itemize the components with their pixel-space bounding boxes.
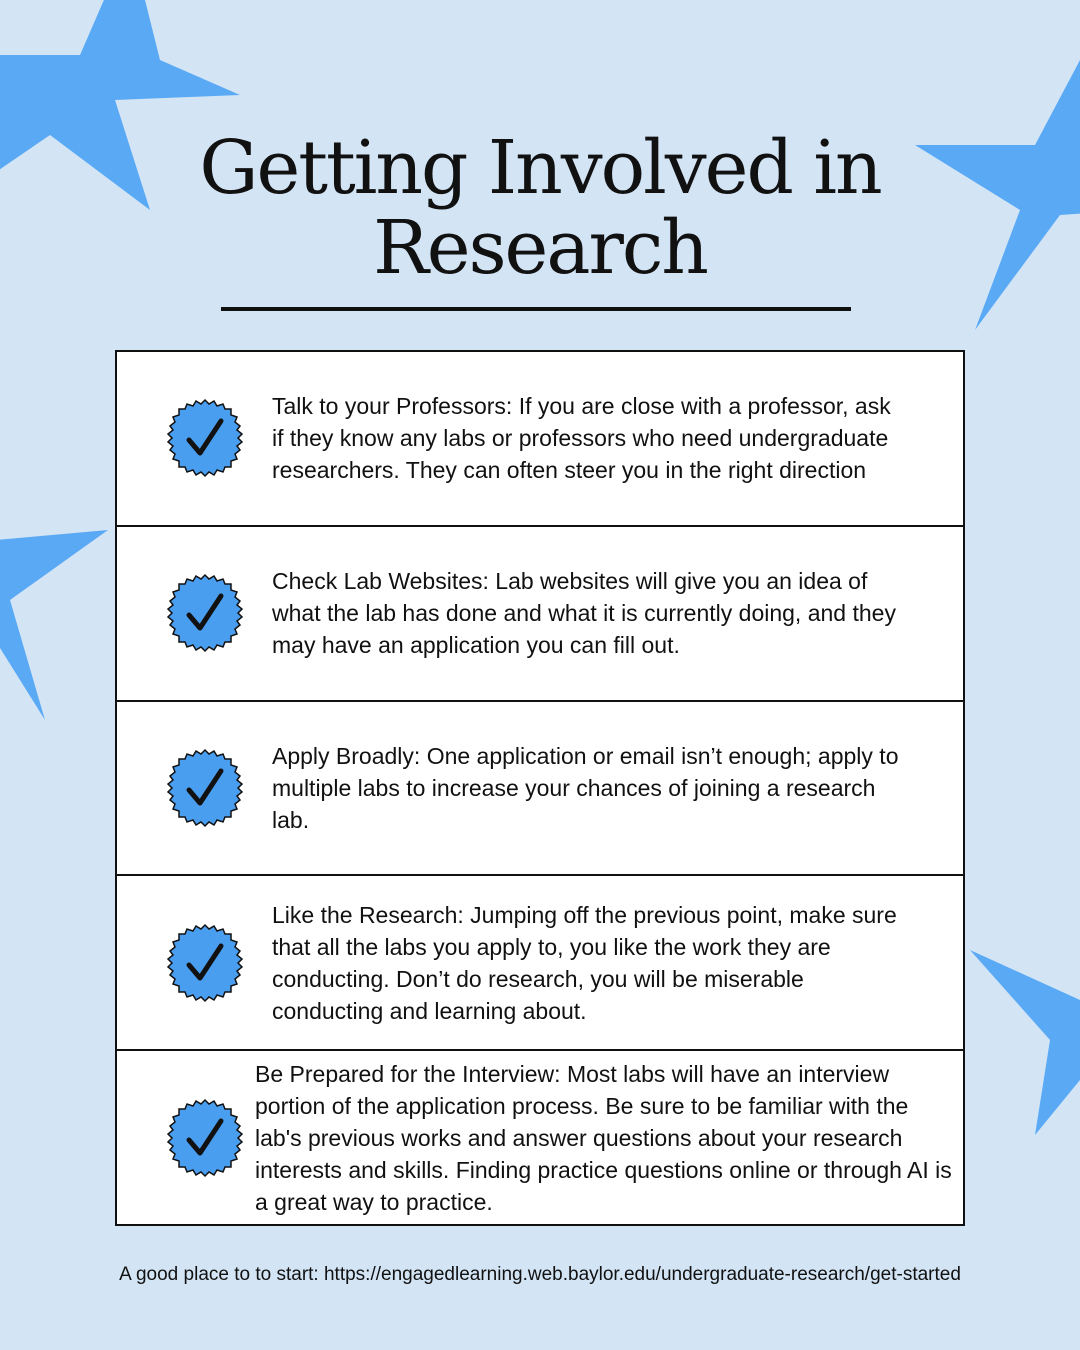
tip-row — [117, 1049, 963, 1224]
title-line-1: Getting Involved in — [199, 125, 881, 211]
tip-text: Be Prepared for the Interview: Most labs will have an interview portion of the application process. Be sure to be familiar with the lab's previous works and answer questions about your research interests and skills. Finding practice questions online or through AI is a great way to practice. — [255, 1060, 952, 1215]
tip-text: Like the Research: Jumping off the previous point, make sure that all the labs you apply to, you like the work they are conducting. Don’t do research, you will be miserable conducting and learning about. — [272, 901, 897, 1024]
tips-table — [115, 350, 965, 1226]
page-title — [0, 125, 1080, 291]
tip-row — [117, 352, 963, 525]
title-line-2: Research — [373, 205, 707, 291]
tip-row — [117, 700, 963, 875]
checkmark-badge-icon — [165, 923, 245, 1003]
tip-text: Check Lab Websites: Lab websites will give you an idea of what the lab has done and what it is currently doing, and they may have an application you can fill out. — [272, 568, 896, 659]
tip-text: Talk to your Professors: If you are close with a professor, ask if they know any labs or professors who need undergraduate researchers. They can often steer you in the right direction — [272, 393, 891, 484]
checkmark-badge-icon — [165, 398, 245, 478]
star-mid-left — [0, 530, 108, 720]
tip-row — [117, 525, 963, 700]
star-bottom-right — [970, 950, 1080, 1135]
tip-row — [117, 874, 963, 1049]
checkmark-badge-icon — [165, 748, 245, 828]
checkmark-badge-icon — [165, 573, 245, 653]
footer-link-text: A good place to to start: https://engagedlearning.web.baylor.edu/undergraduate-research/get-started — [119, 1264, 961, 1285]
checkmark-badge-icon — [165, 1098, 245, 1178]
tip-text: Apply Broadly: One application or email isn’t enough; apply to multiple labs to increase your chances of joining a research lab. — [272, 742, 899, 833]
title-divider — [221, 307, 851, 311]
